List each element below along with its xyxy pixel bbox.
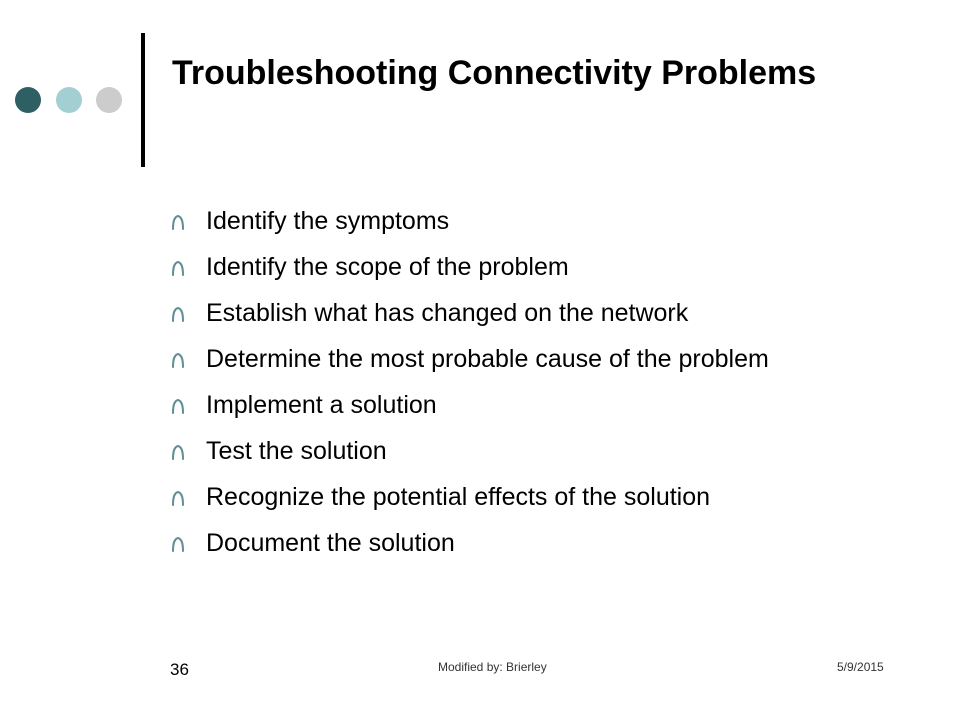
bullet-text: Establish what has changed on the network <box>206 299 689 327</box>
title-divider-line <box>141 33 145 167</box>
bullet-item <box>170 344 890 374</box>
bullet-text: Document the solution <box>206 529 455 557</box>
bullet-text: Determine the most probable cause of the problem <box>206 345 769 373</box>
bullet-item <box>170 252 890 282</box>
dot-gray <box>96 87 122 113</box>
footer-date: 5/9/2015 <box>837 660 884 674</box>
bullet-item <box>170 390 890 420</box>
slide-number: 36 <box>170 660 189 679</box>
bullet-item <box>170 528 890 558</box>
bullet-marker-icon <box>171 536 185 552</box>
slide-title: Troubleshooting Connectivity Problems <box>172 54 817 92</box>
footer-author: Modified by: Brierley <box>438 660 547 674</box>
bullet-marker-icon <box>171 352 185 368</box>
bullet-text: Identify the symptoms <box>206 207 450 235</box>
bullet-item <box>170 482 890 512</box>
bullet-marker-icon <box>171 306 185 322</box>
bullet-marker-icon <box>171 260 185 276</box>
bullet-marker-icon <box>171 444 185 460</box>
bullet-marker-icon <box>171 398 185 414</box>
bullet-text: Recognize the potential effects of the solution <box>206 483 711 511</box>
dot-light-teal <box>56 87 82 113</box>
bullet-marker-icon <box>171 490 185 506</box>
bullet-marker-icon <box>171 214 185 230</box>
bullet-item <box>170 436 890 466</box>
bullet-list <box>170 206 890 574</box>
dot-dark <box>15 87 41 113</box>
bullet-text: Implement a solution <box>206 391 437 419</box>
bullet-item <box>170 298 890 328</box>
bullet-text: Test the solution <box>206 437 387 465</box>
bullet-item <box>170 206 890 236</box>
bullet-text: Identify the scope of the problem <box>206 253 569 281</box>
